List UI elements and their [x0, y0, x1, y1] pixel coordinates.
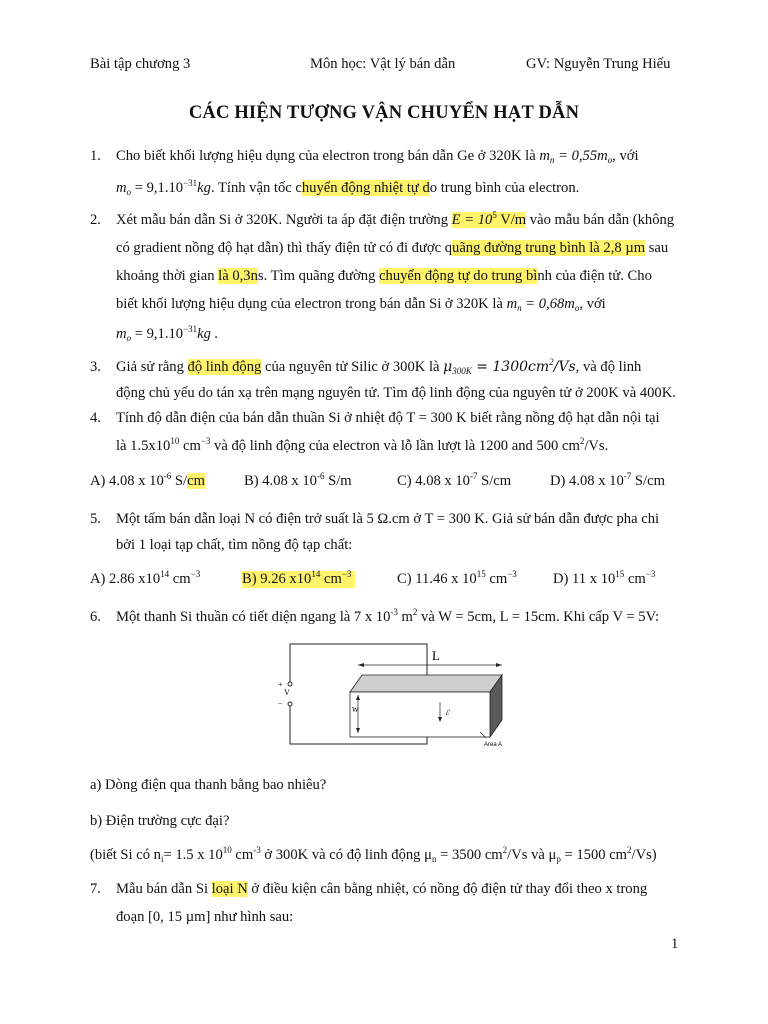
area-label: Area A	[484, 742, 503, 748]
plus-label: +	[278, 680, 283, 689]
question-4-option-a: A) 4.08 x $10^{-6}$ S/cm	[90, 471, 205, 489]
bar-front-face	[350, 692, 490, 737]
question-3-line-1: 3. Giả sử rằng độ linh động của nguyên tử Silic ở 300K là $\mu_{300K} = 1300cm^2/Vs$, và độ linh	[90, 357, 642, 376]
question-5-option-c: C) 11.46 x $10^{15}$ $cm^{-3}$	[397, 569, 517, 587]
length-label: L	[432, 648, 440, 663]
question-7-line-2: đoạn [0, 15 µm] như hình sau:	[116, 909, 294, 925]
header-left: Bài tập chương 3	[90, 56, 191, 72]
page-title: CÁC HIỆN TƯỢNG VẬN CHUYỂN HẠT DẪN	[188, 103, 580, 123]
question-5-line-2: bởi 1 loại tạp chất, tìm nồng độ tạp chất:	[116, 537, 353, 553]
terminal-plus	[288, 682, 292, 686]
question-4-line-1: 4. Tính độ dẫn điện của bán dẫn thuần Si ở nhiệt độ T = 300 K biết rằng nồng độ hạt dẫn nội tại	[90, 410, 660, 426]
question-5-option-b: B) 9.26 $x10^{14}$ $cm^{-3}$	[242, 571, 355, 588]
question-2-line-4: biết khối lượng hiệu dụng của electron trong bán dẫn Si ở 320K là $m_n = 0,68m_o$, với	[116, 296, 606, 313]
question-5-option-d: D) 11 x $10^{15}$ $cm^{-3}$	[553, 569, 656, 587]
question-5-option-a: A) 2.86 $x10^{14}$ $cm^{-3}$	[90, 569, 201, 587]
bar-top-face	[350, 675, 502, 692]
field-label: ℰ	[445, 709, 450, 717]
question-4-option-d: D) 4.08 x $10^{-7}$ S/cm	[550, 471, 665, 489]
question-5-line-1: 5. Một tấm bán dẫn loại N có điện trở suất là 5 Ω.cm ở T = 300 K. Giả sử bán dẫn được pha chi	[90, 511, 660, 527]
question-2-line-2: có gradient nồng độ hạt dẫn) thì thấy điện tử có đi được quãng đường trung bình là 2,8 µm sau	[116, 240, 669, 256]
header-center: Môn học: Vật lý bán dẫn	[310, 56, 456, 72]
question-3-line-2: động chủ yếu do tán xạ trên mạng nguyên tử. Tìm độ linh động của nguyên tử ở 200K và 400K.	[116, 385, 676, 401]
silicon-bar-figure	[270, 640, 510, 750]
question-1-line-1: 1. Cho biết khối lượng hiệu dụng của electron trong bán dẫn Ge ở 320K là $m_n = 0,55m_o$, với	[90, 148, 639, 165]
question-2-line-3: khoảng thời gian là 0,3ns. Tìm quãng đường chuyển động tự do trung bình của điện tử. Cho	[116, 268, 652, 284]
question-4-line-2: là $1.5x10^{10}$ $cm^{-3}$ và độ linh động của electron và lỗ lần lượt là 1200 and 500 $cm^2/Vs$.	[116, 436, 609, 454]
question-4-option-b: B) 4.08 x $10^{-6}$ S/m	[244, 471, 352, 489]
question-6-line-1: 6. Một thanh Si thuần có tiết diện ngang là 7 x $10^{-3}$ $m^2$ và W = 5cm, L = 15cm. Khi cấp V = 5V:	[90, 607, 660, 625]
width-label: W	[352, 706, 359, 714]
question-6-part-a: a) Dòng điện qua thanh bằng bao nhiêu?	[90, 777, 327, 793]
v-label: V	[284, 688, 290, 697]
terminal-minus	[288, 702, 292, 706]
page-number: 1	[671, 936, 679, 952]
header-right: GV: Nguyễn Trung Hiếu	[526, 56, 671, 72]
question-2-line-1: 2. Xét mẫu bán dẫn Si ở 320K. Người ta áp đặt điện trường $E = 10^5$ V/m vào mẫu bán dẫn (không	[90, 210, 675, 228]
question-1-line-2: $m_o = 9,1.10^{-31}kg$. Tính vận tốc chuyển động nhiệt tự do trung bình của electron.	[116, 178, 580, 197]
question-6-part-b: b) Điện trường cực đại?	[90, 813, 230, 829]
question-4-option-c: C) 4.08 x $10^{-7}$ S/cm	[397, 471, 512, 489]
minus-label: −	[278, 699, 283, 708]
question-2-line-5: $m_o = 9,1.10^{-31}kg$ .	[116, 324, 219, 343]
question-7-line-1: 7. Mẫu bán dẫn Si loại N ở điều kiện cân bằng nhiệt, có nồng độ điện tử thay đổi theo x trong	[90, 881, 648, 897]
question-6-note: (biết Si có $n_i= 1.5$ x $10^{10}$ $cm^{-3}$ ở 300K và có độ linh động $\mu_n = 3500$ $cm^2/Vs$ và $\mu_p = 1500$ $cm^2/Vs$)	[90, 845, 657, 864]
